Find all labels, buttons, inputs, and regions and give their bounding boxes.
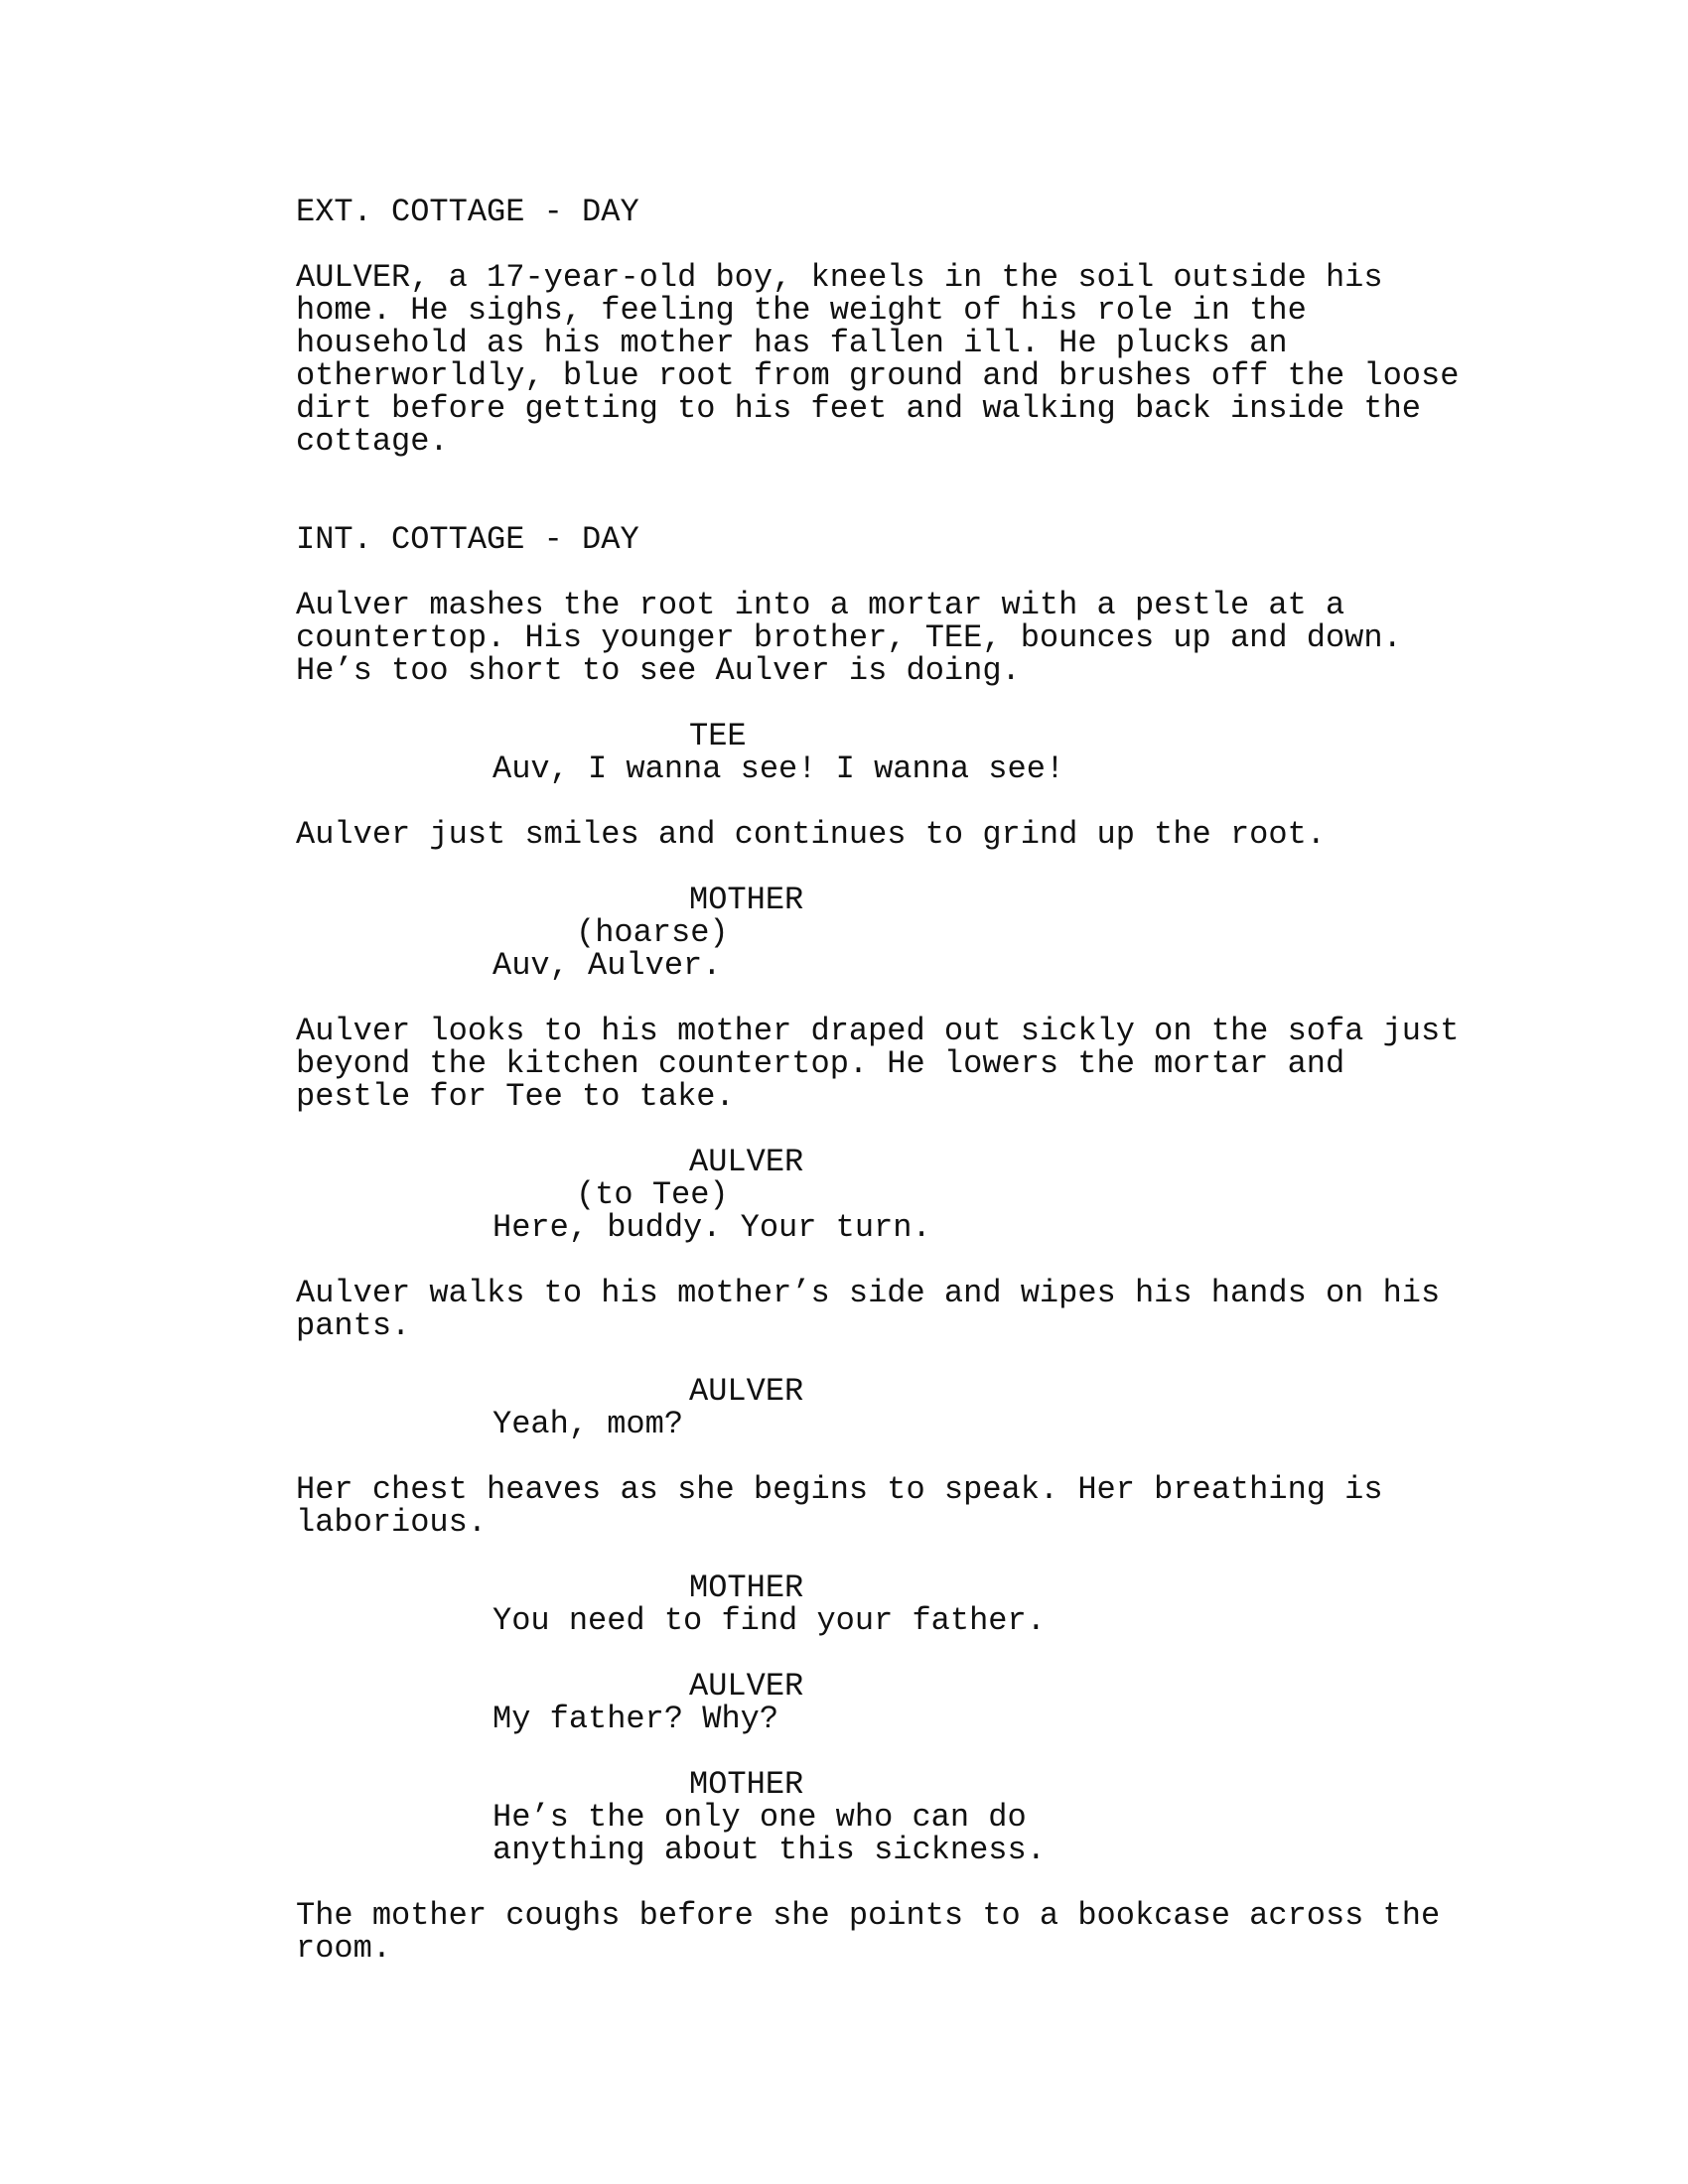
scene-heading: INT. COTTAGE - DAY <box>296 521 639 558</box>
action-line: beyond the kitchen countertop. He lowers the mortar and <box>296 1045 1345 1082</box>
parenthetical: (hoarse) <box>576 914 729 951</box>
action-line: countertop. His younger brother, TEE, bounces up and down. <box>296 619 1402 656</box>
action-line: dirt before getting to his feet and walking back inside the <box>296 390 1421 427</box>
dialogue-line: You need to find your father. <box>492 1602 1046 1639</box>
action-line: The mother coughs before she points to a bookcase across the <box>296 1897 1441 1934</box>
dialogue-line: My father? Why? <box>492 1701 779 1737</box>
character-name: MOTHER <box>689 882 804 918</box>
action-line: household as his mother has fallen ill. He plucks an <box>296 325 1288 361</box>
character-name: AULVER <box>689 1144 804 1180</box>
action-line: cottage. <box>296 423 449 460</box>
dialogue-line: Auv, I wanna see! I wanna see! <box>492 751 1065 787</box>
action-line: Aulver walks to his mother’s side and wipes his hands on his <box>296 1275 1441 1311</box>
character-name: MOTHER <box>689 1766 804 1803</box>
action-line: home. He sighs, feeling the weight of his role in the <box>296 292 1307 329</box>
character-name: MOTHER <box>689 1570 804 1606</box>
character-name: TEE <box>689 718 747 754</box>
scene-heading: EXT. COTTAGE - DAY <box>296 194 639 230</box>
dialogue-line: Here, buddy. Your turn. <box>492 1209 931 1246</box>
action-line: Her chest heaves as she begins to speak. Her breathing is <box>296 1471 1383 1508</box>
dialogue-line: He’s the only one who can do <box>492 1799 1027 1836</box>
action-line: He’s too short to see Aulver is doing. <box>296 652 1021 689</box>
action-line: pestle for Tee to take. <box>296 1078 735 1115</box>
action-line: Aulver looks to his mother draped out sickly on the sofa just <box>296 1013 1460 1049</box>
action-line: otherworldly, blue root from ground and brushes off the loose <box>296 357 1460 394</box>
action-line: laborious. <box>296 1504 488 1541</box>
dialogue-line: Auv, Aulver. <box>492 947 722 984</box>
dialogue-line: anything about this sickness. <box>492 1832 1046 1868</box>
action-line: room. <box>296 1930 392 1967</box>
action-line: pants. <box>296 1307 411 1344</box>
action-line: Aulver mashes the root into a mortar with a pestle at a <box>296 587 1345 623</box>
character-name: AULVER <box>689 1668 804 1705</box>
action-line: Aulver just smiles and continues to grind up the root. <box>296 816 1326 853</box>
character-name: AULVER <box>689 1373 804 1410</box>
action-line: AULVER, a 17-year-old boy, kneels in the soil outside his <box>296 259 1383 296</box>
parenthetical: (to Tee) <box>576 1176 729 1213</box>
dialogue-line: Yeah, mom? <box>492 1406 684 1442</box>
